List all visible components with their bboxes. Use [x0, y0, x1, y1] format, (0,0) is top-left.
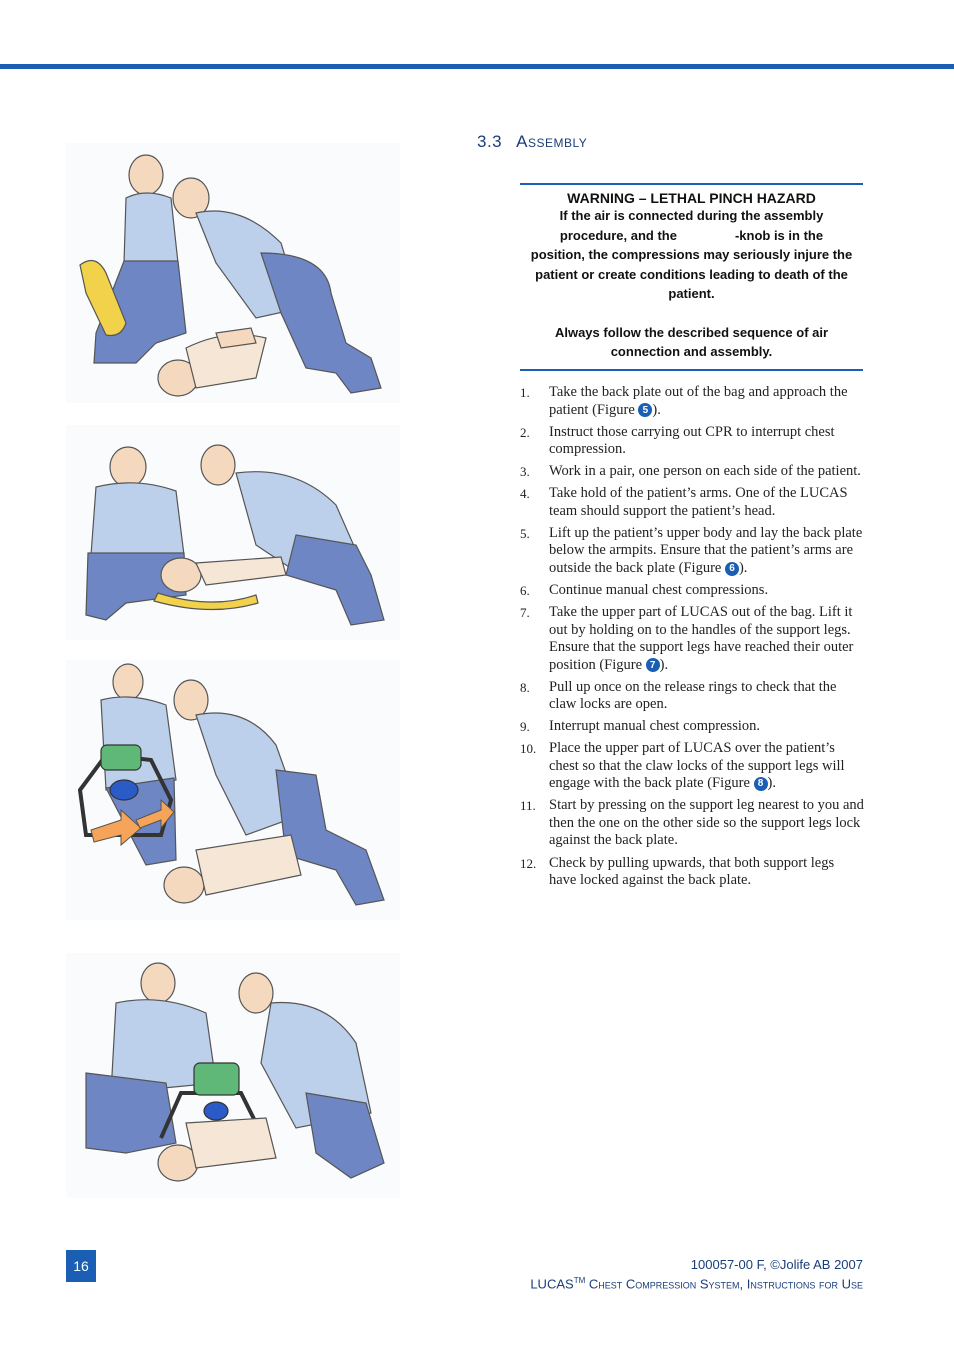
warning-title: WARNING – LETHAL PINCH HAZARD [567, 190, 816, 206]
illustration-figure-5 [66, 143, 400, 403]
figure-8 [66, 953, 400, 1198]
step-text: Start by pressing on the support leg nearest to you and then the one on the other side so the support legs lock against the back plate. [549, 797, 864, 849]
step-text-after: ). [652, 401, 661, 418]
step-text: Work in a pair, one person on each side of the patient. [549, 463, 861, 480]
list-item [520, 582, 865, 600]
section-title: Assembly [516, 132, 588, 151]
warning-line: If the air is connected during the assembly [559, 208, 824, 223]
step-text: Interrupt manual chest compression. [549, 718, 760, 735]
list-item [520, 718, 865, 736]
figure-ref-badge: 5 [638, 403, 652, 417]
step-text: Place the upper part of LUCAS over the patient’s chest so that the claw locks of the support legs will engage with the back plate (Figure [549, 740, 845, 792]
product-name: LUCAS [530, 1276, 574, 1292]
figure-ref-badge: 7 [646, 658, 660, 672]
footer-doc-id: 100057-00 F, ©Jolife AB 2007 [690, 1257, 863, 1272]
list-item [520, 424, 865, 459]
page-number: 16 [66, 1250, 96, 1282]
product-subtitle: Chest Compression System, Instructions for Use [585, 1276, 863, 1292]
step-number: 12. [520, 855, 537, 871]
illustration-figure-7 [66, 660, 400, 920]
step-number: 5. [520, 525, 530, 541]
trademark: TM [573, 1276, 586, 1285]
illustration-figure-6 [66, 425, 400, 640]
step-text-after: ). [659, 656, 669, 673]
step-text-after: ). [738, 559, 748, 576]
figure-6 [66, 425, 400, 640]
step-text: Continue manual chest compressions. [549, 581, 769, 598]
list-item [520, 485, 865, 520]
step-number: 9. [520, 719, 530, 735]
step-number: 2. [520, 424, 530, 440]
step-text: Check by pulling upwards, that both support legs have locked against the back plate. [549, 854, 835, 889]
step-text: Take the upper part of LUCAS out of the bag. Lift it out by holding on to the handles of the support legs. Ensure that the support legs have reached their outer position (Figure [549, 604, 854, 673]
step-text: Lift up the patient’s upper body and lay the back plate below the armpits. Ensure that the patient’s arms are outside the back plate (Figure [549, 524, 863, 576]
warning-fragment: -knob is in the [734, 227, 824, 243]
list-item [520, 525, 865, 578]
warning-fragment: procedure, and the [559, 227, 677, 243]
warning-text [520, 206, 863, 304]
section-number: 3.3 [477, 132, 503, 151]
list-item [520, 740, 865, 793]
warning-line: position, the compressions may seriously injure the patient or create conditions leading to death of the patient. [530, 247, 853, 301]
list-item [520, 463, 865, 481]
warning-box [520, 183, 863, 371]
step-number: 8. [520, 679, 530, 695]
figure-7 [66, 660, 400, 920]
step-number: 10. [520, 741, 537, 757]
assembly-steps [520, 384, 865, 894]
step-number: 7. [520, 605, 530, 621]
step-number: 4. [520, 486, 530, 502]
step-text: Pull up once on the release rings to check that the claw locks are open. [549, 678, 837, 713]
footer-product [530, 1276, 863, 1291]
top-rule [0, 64, 954, 69]
step-text: Take the back plate out of the bag and approach the patient (Figure [549, 384, 848, 418]
figure-ref-badge: 6 [725, 562, 739, 576]
list-item [520, 797, 865, 850]
list-item [520, 679, 865, 714]
list-item [520, 384, 865, 419]
figure-5 [66, 143, 400, 403]
warning-follow: Always follow the described sequence of air connection and assembly. [554, 324, 829, 359]
step-text: Instruct those carrying out CPR to interrupt chest compression. [549, 423, 835, 458]
step-number: 3. [520, 464, 530, 480]
step-text-after: ). [767, 775, 777, 792]
list-item [520, 855, 865, 890]
step-number: 11. [520, 798, 536, 814]
section-heading [477, 132, 587, 152]
step-number: 1. [520, 385, 530, 400]
figure-ref-badge: 8 [754, 777, 768, 791]
warning-line [524, 226, 859, 246]
step-number: 6. [520, 582, 530, 598]
step-text: Take hold of the patient’s arms. One of the LUCAS team should support the patient’s head. [549, 485, 848, 519]
illustration-figure-8 [66, 953, 400, 1198]
list-item [520, 604, 865, 674]
